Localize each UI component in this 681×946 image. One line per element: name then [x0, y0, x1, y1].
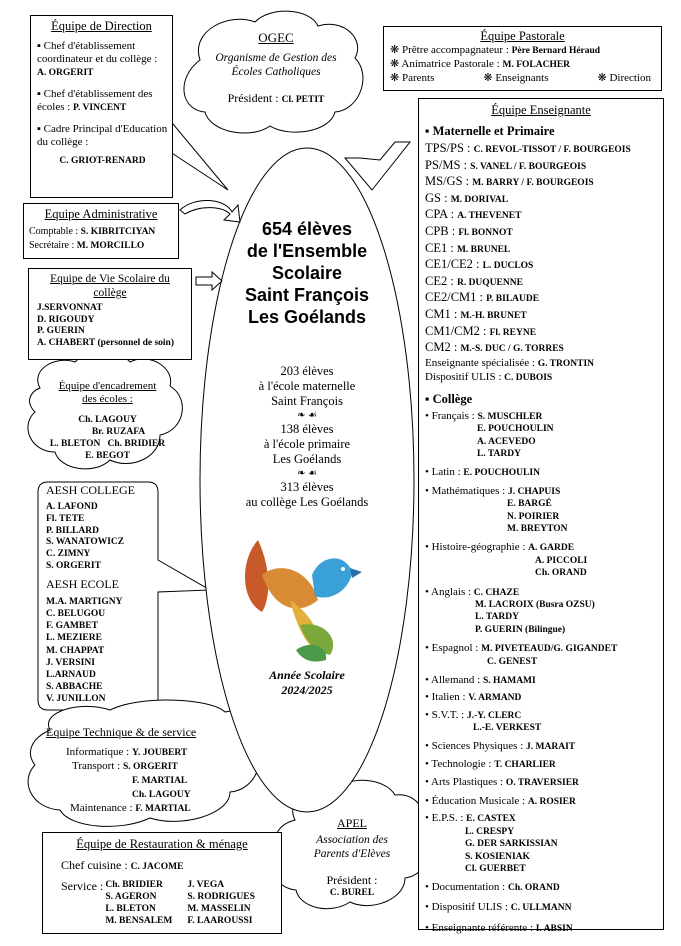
technique-block: Equipe Technique & de service Informatique : Y. JOUBERT Transport : S. ORGERIT F. MARTIAL Ch. LAGOUY Maintenance : F. MARTIAL [40, 725, 250, 816]
service-name: L. BLETON [105, 904, 156, 914]
aesh-college-name: S. ORGERIT [46, 560, 101, 571]
college-first-line: • Allemand : S. HAMAMI [425, 674, 536, 687]
college-name: L. TARDY [477, 448, 521, 459]
college-subject [425, 901, 663, 914]
college-name: S. HAMAMI [482, 676, 536, 687]
primaire-label: CM1/CM2 : [425, 323, 490, 338]
college-name: M. LACROIX (Busra OZSU) [475, 600, 595, 610]
primaire-label: CM1 : [425, 306, 461, 321]
center-content [215, 218, 399, 698]
primaire-row [425, 324, 663, 341]
primaire-name: A. THEVENET [457, 211, 522, 222]
college-first-line: • S.V.T. : J.-Y. CLERC [425, 708, 522, 721]
college-subject [425, 795, 663, 808]
aesh-ecole-name: C. BELUGOU [46, 608, 106, 619]
college-name: C. CHAZE [473, 587, 520, 598]
primaire-label: CE1/CE2 : [425, 257, 483, 272]
encadrement-block: Équipe d'encadrement des écoles : Ch. LAGOUY Br. RUZAFA L. BLETON Ch. BRIDIER E. BEGOT [49, 380, 166, 461]
college-name: J. CHAPUIS [507, 486, 561, 497]
aesh-college-name: C. ZIMNY [46, 549, 91, 560]
primaire-name: Fl. BONNOT [458, 227, 513, 238]
primaire-label: TPS/PS : [425, 141, 474, 155]
college-name: A. GARDE [528, 543, 575, 554]
apel-block: APEL Association des Parents d'Elèves Président : C. BUREL [292, 816, 412, 898]
administrative-title: Equipe Administrative [44, 207, 158, 221]
college-label: Éducation Musicale : [431, 794, 528, 807]
primaire-row [425, 174, 663, 191]
college-first-line: • Sciences Physiques : J. MARAIT [425, 739, 576, 752]
ogec-title: OGEC [258, 30, 294, 45]
college-name: O. TRAVERSIER [505, 778, 579, 789]
primaire-row [425, 371, 663, 386]
college-first-line: • Anglais : C. CHAZE [425, 585, 520, 598]
college-subject [425, 922, 663, 935]
primaire-label: CPB : [425, 223, 459, 238]
college-subject [425, 410, 663, 461]
enseignante-box: Équipe Enseignante ▪ Maternelle et Primaire TPS/PS : C. REVOL-TISSOT / F. BOURGEOIS PS/MS : S. VANEL / F. BOURGEOIS MS/GS : M. BARRY / F. BOURGEOIS GS : M. DORIVAL CPA : A. THEVENET CPB : Fl. BONNOT CE1 : M. BRUNEL CE1/CE2 : L. DUCLOS CE2 : R. DUQUENNE CE2/CM1 : P. BILAUDE CM1 : M.-H. BRUNET CM1/CM2 : Fl. REYNE CM2 : M.-S. DUC / G. TORRES Enseignante spécialisée : G. TRONTIN Dispositif ULIS : C. DUBOIS ▪ Collège • Français : S. MUSCHLER E. POUCHOULIN A. ACEVEDO L. TARDY • Latin : E. POUCHOULIN • Mathématiques : J. CHAPUIS E. BARGÉ N. POIRIER M. BREYTON • Histoire-géographie : A. GARDE A. PICCOLI Ch. ORAND • Anglais : C. CHAZE M. LACROIX (Busra OZSU) L. TARDY P. GUERIN (Bilingue) • Espagnol : M. PIVETEAUD/G. GIGANDET C. GENEST • Allemand : S. HAMAMI • Italien : V. ARMAND • S.V.T. : J.-Y. CLERC L.-E. VERKEST • Sciences Physiques : J. MARAIT • Technologie : T. CHARLIER • Arts Plastiques : O. TRAVERSIER • Éducation Musicale : A. ROSIER • E.P.S. : E. CASTEX L. CRESPY G. DER SARKISSIAN S. KOSIENIAK Cl. GUERBET • Documentation : Ch. ORAND • Dispositif ULIS : C. ULLMANN • Enseignante référente : I. ABSIN [418, 98, 664, 930]
college-name: J. MARAIT [526, 741, 576, 752]
direction-title: Équipe de Direction [51, 19, 152, 33]
college-subject [425, 466, 663, 479]
technique-title: Equipe Technique & de service [46, 725, 197, 739]
service-name: J. VEGA [187, 880, 225, 890]
college-subject [425, 881, 663, 894]
center-year: Année Scolaire 2024/2025 [269, 668, 345, 697]
primaire-row [425, 257, 663, 274]
college-label: Arts Plastiques : [431, 776, 506, 789]
ogec-subtitle: Organisme de Gestion des Écoles Catholiques [215, 52, 337, 78]
college-name: Cl. GUERBET [465, 863, 526, 874]
primaire-row [425, 241, 663, 258]
restauration-box: Équipe de Restauration & ménage Chef cuisine : C. JACOME Service : Ch. BRIDIER S. AGERON L. BLETON M. BENSALEM J. VEGA S. RODRIGUES M. MASSELIN F. LAAROUSSI [42, 832, 282, 934]
college-name: L.-E. VERKEST [473, 723, 542, 734]
service-name: M. BENSALEM [105, 916, 173, 926]
primaire-name: P. BILAUDE [486, 294, 540, 305]
primaire-row [425, 158, 663, 175]
college-subject [425, 541, 663, 579]
direction-box [30, 15, 173, 198]
college-name: Ch. ORAND [507, 883, 560, 894]
aesh-college-title: AESH COLLEGE [46, 483, 135, 497]
college-label: Dispositif ULIS : [431, 900, 511, 913]
primaire-name: M.-H. BRUNET [460, 310, 527, 321]
primaire-row [425, 191, 663, 208]
college-name: A. ACEVEDO [477, 436, 536, 447]
administrative-box: Equipe Administrative Comptable : S. KIBRITCIYAN Secrétaire : M. MORCILLO [23, 203, 179, 259]
aesh-block [46, 483, 156, 706]
college-first-line: • Espagnol : M. PIVETEAUD/G. GIGANDET [425, 642, 618, 655]
vie-scolaire-title: Equipe de Vie Scolaire du collège [50, 273, 170, 299]
primaire-name: M. BRUNEL [456, 244, 511, 255]
college-label: Français : [431, 409, 478, 422]
college-label: Documentation : [431, 881, 508, 894]
college-name: V. ARMAND [468, 693, 522, 704]
college-first-line: • E.P.S. : E. CASTEX [425, 812, 516, 825]
college-label: Technologie : [431, 758, 495, 771]
aesh-ecole-name: M. CHAPPAT [46, 645, 105, 656]
aesh-college-name: A. LAFOND [46, 502, 98, 512]
primaire-name: C. DUBOIS [504, 373, 553, 384]
college-first-line: • Mathématiques : J. CHAPUIS [425, 484, 561, 497]
primaire-name: G. TRONTIN [537, 358, 595, 369]
college-subject [425, 758, 663, 771]
primaire-row [425, 340, 663, 357]
direction-item-2: ▪ Chef d'établissement des écoles : P. VINCENT [37, 88, 153, 113]
direction-item-3: ▪ Cadre Principal d'Education du collège : C. GRIOT-RENARD [37, 123, 168, 166]
primaire-label: CE1 : [425, 240, 457, 255]
primaire-label: CE2/CM1 : [425, 290, 487, 305]
college-subject [425, 485, 663, 536]
college-first-line: • Enseignante référente : I. ABSIN [425, 922, 573, 935]
primaire-row [425, 141, 663, 158]
aesh-ecole-name: J. VERSINI [46, 657, 95, 668]
college-name: L. TARDY [475, 612, 519, 623]
college-name: E. CASTEX [466, 814, 516, 825]
primaire-label: Enseignante spécialisée : [425, 356, 538, 369]
primaire-name: Fl. REYNE [489, 327, 537, 338]
college-subject [425, 586, 663, 637]
service-name: S. AGERON [105, 892, 157, 902]
college-label: Latin : [431, 466, 464, 479]
vie-scolaire-box: Equipe de Vie Scolaire du collège J.SERVONNAT D. RIGOUDY P. GUERIN A. CHABERT (personnel de soin) [28, 268, 192, 360]
apel-title: APEL [337, 816, 367, 830]
college-label: S.V.T. : [431, 708, 467, 721]
pastorale-title: Équipe Pastorale [480, 29, 565, 43]
college-first-line: • Histoire-géographie : A. GARDE [425, 541, 575, 554]
primaire-label: Dispositif ULIS : [425, 371, 505, 384]
primaire-row [425, 224, 663, 241]
college-name: I. ABSIN [535, 924, 573, 935]
encadrement-title: Équipe d'encadrement des écoles : [58, 380, 157, 405]
college-name: S. KOSIENIAK [465, 851, 530, 862]
primaire-label: CE2 : [425, 273, 457, 288]
college-name: G. DER SARKISSIAN [465, 839, 558, 850]
pastorale-box: Équipe Pastorale ❋ Prêtre accompagnateur : Père Bernard Héraud ❋ Animatrice Pastorale : M. FOLACHER ❋ Parents ❋ Enseignants ❋ Direction [383, 26, 662, 91]
college-subject [425, 642, 663, 668]
college-name: C. ULLMANN [510, 902, 572, 913]
college-label: Histoire-géographie : [431, 541, 529, 554]
college-name: S. MUSCHLER [477, 411, 543, 422]
college-label: Enseignante référente : [431, 922, 536, 935]
college-first-line: • Français : S. MUSCHLER [425, 409, 543, 422]
ogec-president: Cl. PETIT [281, 95, 325, 105]
service-name: F. LAAROUSSI [187, 916, 253, 926]
primaire-row [425, 307, 663, 324]
college-name: E. POUCHOULIN [477, 424, 554, 435]
aesh-college-name: Fl. TETE [46, 513, 85, 524]
college-label: Mathématiques : [431, 484, 508, 497]
college-first-line: • Éducation Musicale : A. ROSIER [425, 794, 576, 807]
primaire-name: L. DUCLOS [482, 261, 534, 272]
primaire-name: M. BARRY / F. BOURGEOIS [472, 178, 594, 189]
apel-president: C. BUREL [329, 888, 375, 898]
primaire-name: M.-S. DUC / G. TORRES [460, 344, 564, 355]
aesh-ecole-name: M.A. MARTIGNY [46, 596, 123, 607]
primaire-row [425, 290, 663, 307]
aesh-college-name: P. BILLARD [46, 525, 99, 536]
ornament-icon: ❧ ☙ [297, 468, 317, 479]
college-name: C. GENEST [487, 656, 538, 667]
college-name: J.-Y. CLERC [466, 710, 522, 721]
service-name: Ch. BRIDIER [105, 880, 163, 890]
service-name: M. MASSELIN [187, 904, 251, 914]
center-headline: 654 élèves de l'Ensemble Scolaire Saint François Les Goélands [244, 219, 370, 327]
college-subject [425, 812, 663, 875]
college-name: Ch. ORAND [535, 568, 587, 579]
primaire-name: C. REVOL-TISSOT / F. BOURGEOIS [473, 145, 631, 155]
college-name: A. ROSIER [527, 796, 576, 807]
college-label: Anglais : [431, 585, 474, 598]
service-name: S. RODRIGUES [187, 892, 255, 902]
primaire-name: R. DUQUENNE [456, 277, 523, 288]
college-name: N. POIRIER [507, 511, 560, 522]
college-name: E. BARGÉ [507, 499, 552, 510]
college-subject [425, 674, 663, 687]
college-name: M. BREYTON [507, 523, 568, 534]
college-first-line: • Arts Plastiques : O. TRAVERSIER [425, 776, 579, 789]
aesh-ecole-name: L.ARNAUD [46, 670, 96, 680]
primaire-label: PS/MS : [425, 157, 471, 172]
aesh-ecole-name: L. MEZIERE [46, 633, 102, 644]
ornament-icon: ❧ ☙ [297, 410, 317, 421]
primaire-name: S. VANEL / F. BOURGEOIS [470, 161, 587, 172]
college-name: A. PICCOLI [535, 555, 588, 566]
aesh-ecole-name: S. ABBACHE [46, 682, 103, 693]
college-subject [425, 691, 663, 704]
restauration-title: Équipe de Restauration & ménage [76, 837, 248, 851]
aesh-college-name: S. WANATOWICZ [46, 537, 125, 548]
college-first-line: • Dispositif ULIS : C. ULLMANN [425, 900, 572, 913]
primaire-label: CM2 : [425, 340, 461, 355]
college-first-line: • Documentation : Ch. ORAND [425, 881, 560, 894]
primaire-row [425, 207, 663, 224]
center-stats: 203 élèves à l'école maternelle Saint François ❧ ☙ 138 élèves à l'école primaire Les Goélands ❧ ☙ 313 élèves au collège Les Goélands [215, 364, 399, 510]
college-first-line: • Italien : V. ARMAND [425, 691, 522, 704]
aesh-ecole-title: AESH ECOLE [46, 576, 119, 591]
primaire-label: MS/GS : [425, 174, 473, 189]
primaire-row [425, 357, 663, 372]
college-subject [425, 709, 663, 735]
aesh-ecole-name: V. JUNILLON [46, 694, 106, 705]
college-label: Italien : [431, 691, 469, 704]
college-name: M. PIVETEAUD/G. GIGANDET [481, 644, 618, 655]
primaire-label: GS : [425, 190, 451, 205]
apel-subtitle: Association des Parents d'Elèves [313, 834, 391, 860]
college-label: Allemand : [431, 674, 483, 687]
college-label: E.P.S. : [431, 812, 467, 825]
college-name: E. POUCHOULIN [463, 468, 540, 479]
primaire-label: CPA : [425, 207, 458, 222]
primaire-name: M. DORIVAL [450, 194, 509, 205]
aesh-ecole-name: F. GAMBET [46, 621, 98, 632]
primaire-row [425, 274, 663, 291]
ogec-block: OGEC Organisme de Gestion des Écoles Catholiques Président : Cl. PETIT [190, 30, 362, 106]
college-name: P. GUERIN (Bilingue) [475, 624, 566, 635]
college-name: T. CHARLIER [494, 760, 556, 771]
direction-item-1: ▪ Chef d'établissement coordinateur et du collège : A. ORGERIT [37, 40, 158, 78]
college-label: Sciences Physiques : [431, 739, 527, 752]
enseignante-title: Équipe Enseignante [491, 103, 591, 117]
college-first-line: • Technologie : T. CHARLIER [425, 758, 556, 771]
college-name: L. CRESPY [465, 826, 515, 837]
college-subject [425, 776, 663, 789]
college-first-line: • Latin : E. POUCHOULIN [425, 466, 540, 479]
college-label: Espagnol : [431, 642, 482, 655]
college-subject [425, 740, 663, 753]
